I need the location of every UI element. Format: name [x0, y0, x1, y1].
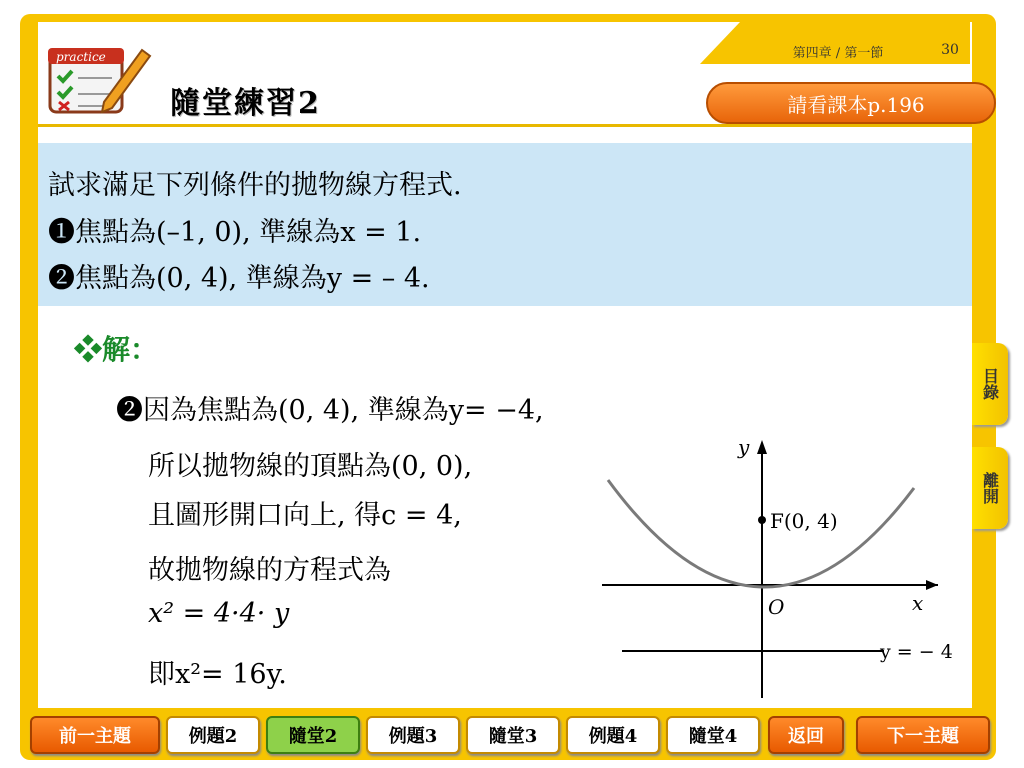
next-topic-button[interactable]: 下一主題: [856, 716, 990, 754]
origin-label: O: [768, 595, 785, 619]
focus-label: F(0, 4): [770, 509, 838, 533]
example4-button[interactable]: 例題4: [566, 716, 660, 754]
solution-line-5: x² = 4·4· y: [148, 598, 290, 629]
toc-tab[interactable]: [972, 343, 1008, 425]
example2-button[interactable]: 例題2: [166, 716, 260, 754]
directrix-label: y = − 4: [880, 641, 953, 663]
solution-label: ❖解：: [74, 333, 159, 366]
book-reference-callout: 請看課本p.196: [706, 82, 996, 124]
practice2-button[interactable]: 隨堂2: [266, 716, 360, 754]
x-axis-label: x: [912, 591, 924, 615]
y-axis-label: y: [738, 435, 750, 459]
x-axis-arrow: [926, 580, 938, 590]
practice-icon: [44, 40, 154, 120]
solution-line-1: ❷因為焦點為(0, 4), 準線為y= −4,: [116, 395, 544, 426]
example3-button[interactable]: 例題3: [366, 716, 460, 754]
solution-line-2: 所以拋物線的頂點為(0, 0),: [148, 451, 473, 482]
solution-line-4: 故拋物線的方程式為: [148, 555, 391, 586]
chapter-label: 第四章 / 第一節: [792, 46, 884, 61]
focus-point: [758, 516, 766, 524]
header-divider: [38, 124, 972, 127]
toc-tab-label: 目錄: [980, 368, 1000, 400]
question-line-1: 試求滿足下列條件的拋物線方程式.: [48, 170, 462, 201]
question-line-3: ❷焦點為(0, 4), 準線為y = – 4.: [48, 263, 430, 294]
page-number: 30: [941, 42, 959, 58]
exit-tab-label: 離開: [980, 472, 1000, 504]
exit-tab[interactable]: [972, 447, 1008, 529]
page-title: 隨堂練習2: [170, 86, 321, 121]
question-line-2: ❶焦點為(–1, 0), 準線為x = 1.: [48, 217, 422, 248]
parabola-graph: [598, 430, 968, 705]
prev-topic-button[interactable]: 前一主題: [30, 716, 160, 754]
solution-line-6: 即x²= 16y.: [148, 659, 287, 690]
y-axis-arrow: [757, 440, 767, 454]
solution-line-3: 且圖形開口向上, 得c = 4,: [148, 500, 462, 531]
back-button[interactable]: 返回: [768, 716, 844, 754]
practice-icon-label: practice: [56, 50, 106, 64]
practice3-button[interactable]: 隨堂3: [466, 716, 560, 754]
practice4-button[interactable]: 隨堂4: [666, 716, 760, 754]
